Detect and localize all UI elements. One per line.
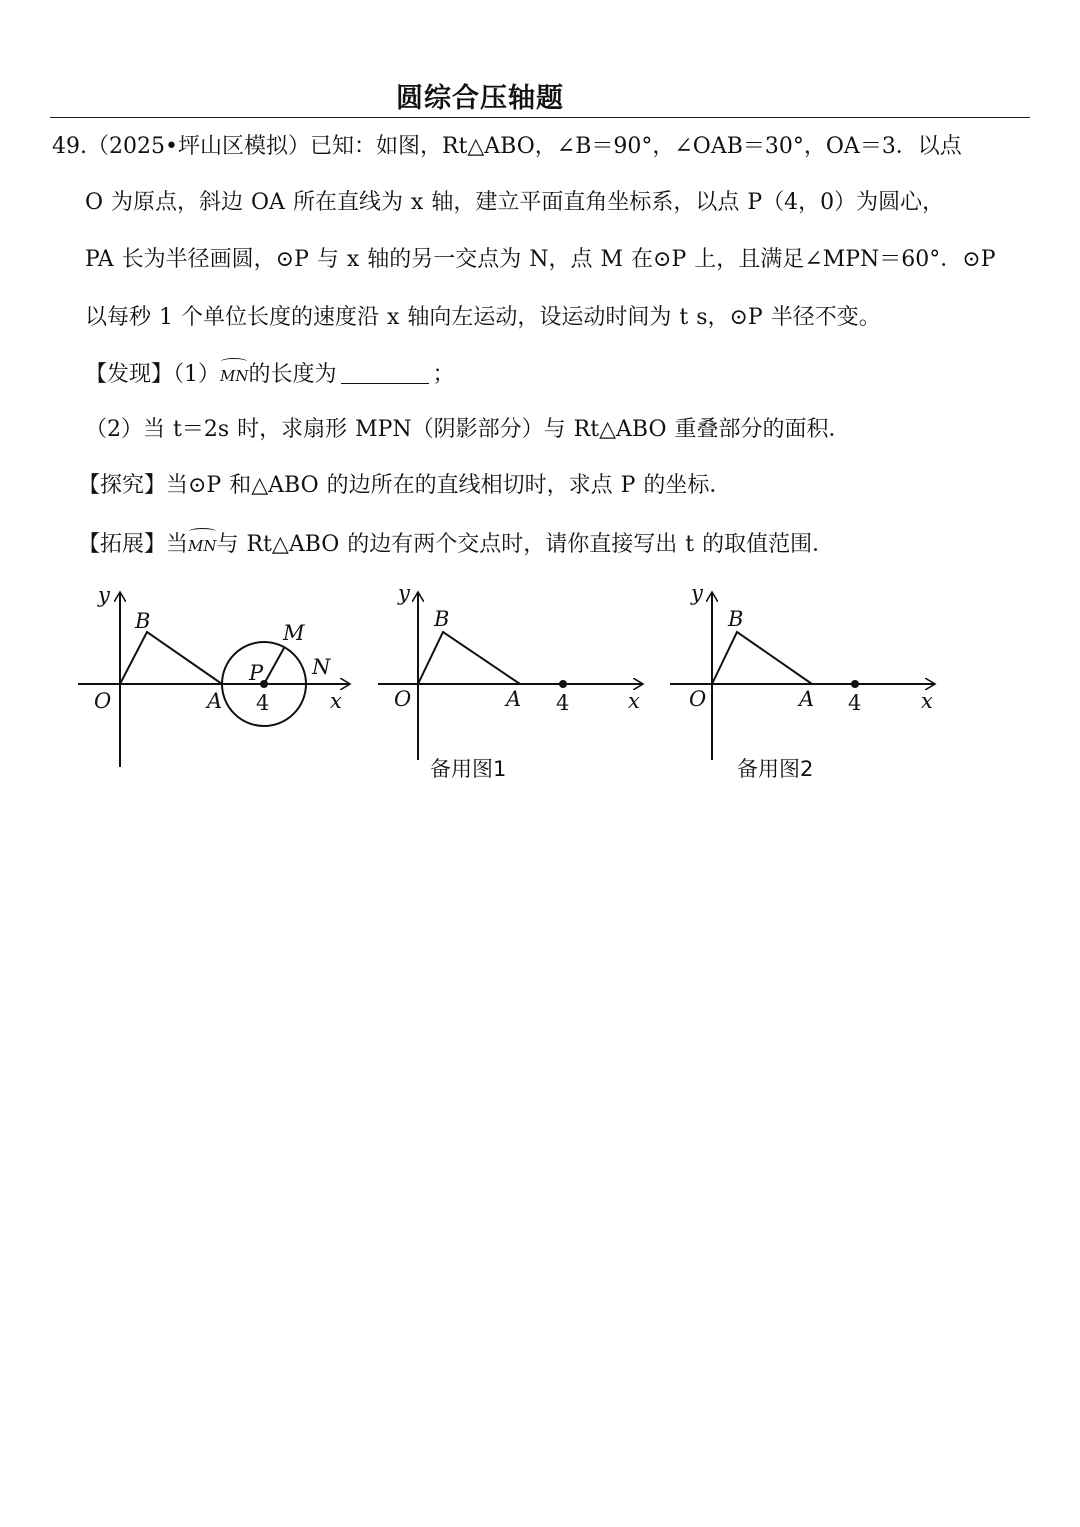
tick-label-4: 4	[848, 691, 862, 715]
caption-spare-1: 备用图1	[430, 757, 507, 781]
triangle-abo	[418, 632, 520, 684]
label-b: B	[434, 607, 450, 631]
title-underline	[50, 117, 1030, 118]
label-y: y	[398, 581, 410, 605]
problem-line-1: 49.（2025•坪山区模拟）已知：如图，Rt△ABO，∠B＝90°，∠OAB＝30°，OA＝3．以点	[52, 134, 962, 159]
extend-label: 【拓展】当	[78, 532, 189, 557]
caption-spare-2: 备用图2	[737, 757, 814, 781]
label-m: M	[283, 621, 305, 645]
label-x: x	[330, 689, 342, 713]
label-b: B	[135, 609, 151, 633]
main-figure	[78, 592, 350, 767]
label-a: A	[506, 687, 522, 711]
extend-text: 与 Rt△ABO 的边有两个交点时，请你直接写出 t 的取值范围．	[216, 532, 835, 557]
question-explore: 【探究】当⊙P 和△ABO 的边所在的直线相切时，求点 P 的坐标．	[78, 473, 732, 498]
label-b: B	[728, 607, 744, 631]
question-2: （2）当 t＝2s 时，求扇形 MPN（阴影部分）与 Rt△ABO 重叠部分的面积．	[85, 417, 851, 442]
problem-line-2: O 为原点，斜边 OA 所在直线为 x 轴，建立平面直角坐标系，以点 P（4，0）为圆心，	[85, 190, 945, 215]
question-1	[85, 358, 1030, 391]
label-a: A	[799, 687, 815, 711]
triangle-abo	[712, 632, 812, 684]
tick-label-4: 4	[256, 691, 270, 715]
label-n: N	[312, 655, 331, 679]
spare-figure-2	[670, 592, 935, 760]
tick-label-4: 4	[556, 691, 570, 715]
answer-blank[interactable]	[341, 383, 429, 384]
label-x: x	[921, 689, 933, 713]
q1-text: 的长度为	[248, 362, 337, 387]
label-a: A	[207, 689, 223, 713]
problem-line-3: PA 长为半径画圆，⊙P 与 x 轴的另一交点为 N，点 M 在⊙P 上，且满足∠MPN＝60°．⊙P	[85, 247, 996, 272]
label-y: y	[691, 581, 703, 605]
triangle-abo	[120, 632, 222, 684]
arc-mn-symbol: MN	[220, 358, 248, 391]
label-x: x	[628, 689, 640, 713]
figures	[0, 570, 1080, 830]
label-o: O	[394, 687, 412, 711]
page-title: 圆综合压轴题	[396, 83, 564, 114]
label-y: y	[98, 583, 110, 607]
label-o: O	[94, 689, 112, 713]
spare-figure-1	[378, 592, 643, 760]
point-4	[559, 680, 567, 688]
q1-label: 【发现】（1）	[85, 362, 220, 387]
q1-end: ；	[432, 362, 455, 387]
label-p: P	[249, 661, 264, 685]
question-extend	[78, 528, 1023, 561]
problem-line-4: 以每秒 1 个单位长度的速度沿 x 轴向左运动，设运动时间为 t s，⊙P 半径不变。	[85, 305, 881, 330]
radius-pm	[264, 648, 284, 684]
label-o: O	[689, 687, 707, 711]
arc-mn-symbol: MN	[188, 528, 216, 561]
point-4	[851, 680, 859, 688]
